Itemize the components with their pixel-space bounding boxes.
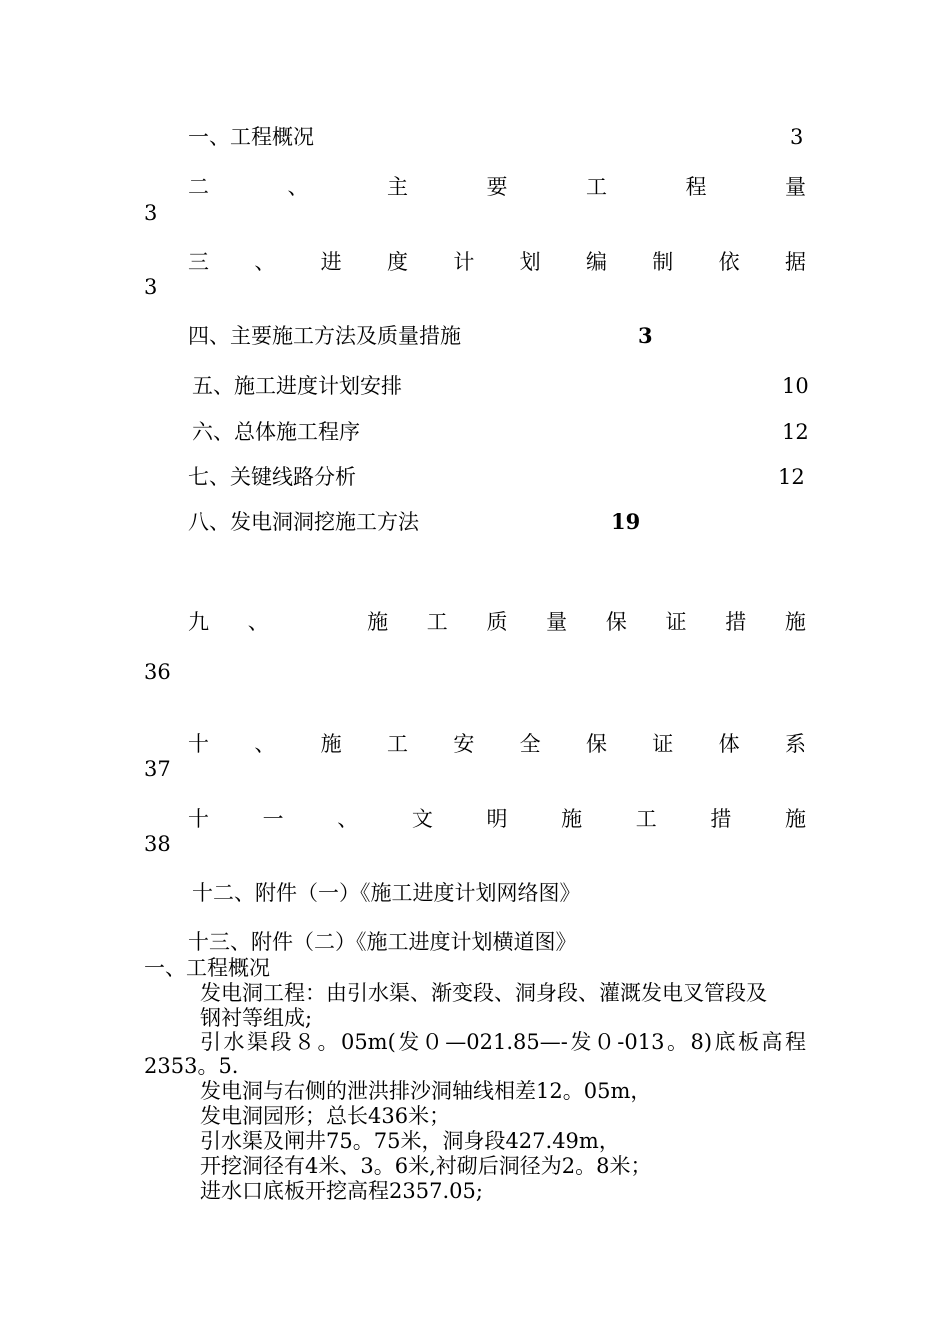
toc-item-7-title: 七、关键线路分析 bbox=[188, 465, 356, 489]
paragraph-1-line-2: 钢衬等组成; bbox=[200, 1006, 313, 1030]
toc-item-12-title: 十二、附件（一）《施工进度计划网络图》 bbox=[192, 881, 581, 905]
paragraph-1-line-1: 发电洞工程：由引水渠、渐变段、洞身段、灌溉发电叉管段及 bbox=[200, 981, 767, 1005]
toc-item-10-page: 37 bbox=[144, 757, 171, 781]
toc-item-9-page: 36 bbox=[144, 660, 171, 684]
toc-item-3-page: 3 bbox=[144, 275, 158, 299]
toc-item-6-page: 12 bbox=[782, 420, 809, 444]
paragraph-4: 发电洞园形；总长436米； bbox=[200, 1104, 451, 1128]
toc-item-2-page: 3 bbox=[144, 201, 158, 225]
paragraph-7: 进水口底板开挖高程2357.05; bbox=[200, 1179, 483, 1203]
paragraph-2-line-2: 2353。5. bbox=[144, 1054, 239, 1078]
toc-item-4-title: 四、主要施工方法及质量措施 bbox=[188, 324, 461, 348]
toc-item-9-title: 九 、 施 工 质 量 保 证 措 施 bbox=[188, 610, 806, 634]
paragraph-6: 开挖洞径有4米、3。6米,衬砌后洞径为2。8米； bbox=[200, 1154, 652, 1178]
toc-item-10-title: 十 、 施 工 安 全 保 证 体 系 bbox=[188, 732, 806, 756]
toc-item-3-title: 三 、 进 度 计 划 编 制 依 据 bbox=[188, 250, 806, 274]
toc-item-5-page: 10 bbox=[782, 374, 809, 398]
section-heading: 一、工程概况 bbox=[144, 956, 270, 980]
toc-item-1-title: 一、工程概况 bbox=[188, 125, 314, 149]
toc-item-11-page: 38 bbox=[144, 832, 171, 856]
toc-item-8-title: 八、发电洞洞挖施工方法 bbox=[188, 510, 419, 534]
toc-item-7-page: 12 bbox=[778, 465, 805, 489]
toc-item-13-title: 十三、附件（二）《施工进度计划横道图》 bbox=[188, 930, 577, 954]
toc-item-1-page: 3 bbox=[790, 125, 804, 149]
paragraph-3: 发电洞与右侧的泄洪排沙洞轴线相差12。05m， bbox=[200, 1079, 652, 1103]
paragraph-2-line-1: 引水渠段８。05m(发０—021.85—-发０-013。8)底板高程 bbox=[200, 1030, 806, 1054]
toc-item-6-title: 六、总体施工程序 bbox=[192, 420, 360, 444]
toc-item-11-title: 十 一 、 文 明 施 工 措 施 bbox=[188, 807, 806, 831]
toc-item-5-title: 五、施工进度计划安排 bbox=[192, 374, 402, 398]
toc-item-4-page: 3 bbox=[638, 323, 653, 348]
toc-item-2-title: 二 、 主 要 工 程 量 bbox=[188, 175, 806, 199]
toc-item-8-page: 19 bbox=[611, 509, 641, 534]
paragraph-5: 引水渠及闸井75。75米，洞身段427.49m， bbox=[200, 1129, 620, 1153]
